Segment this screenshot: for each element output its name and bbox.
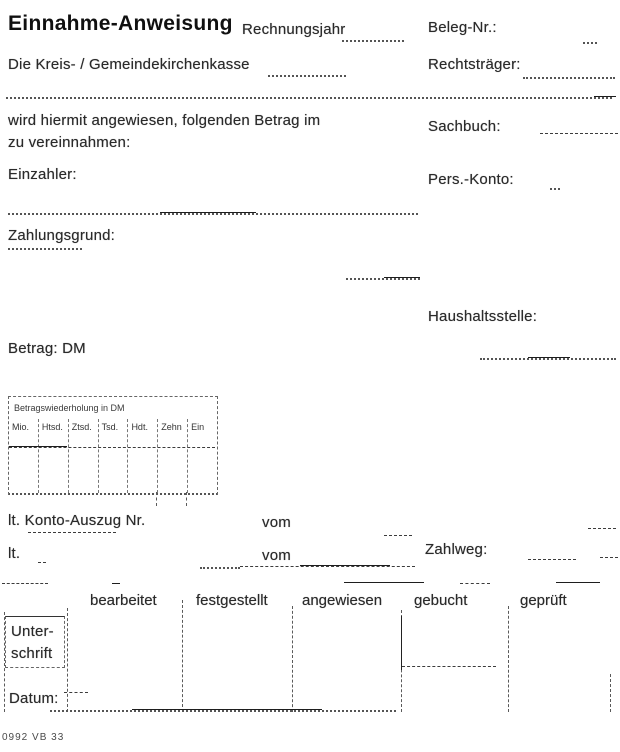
separator-line-1-dash [594, 96, 616, 97]
einzahler-label: Einzahler: [8, 166, 77, 183]
amount-header-underline-solid [9, 446, 67, 447]
separator-line-2-c [344, 582, 424, 583]
sig-row-divider-mark [64, 692, 88, 693]
rechnungsjahr-fill-line [342, 40, 404, 42]
datum-label: Datum: [9, 690, 59, 707]
sig-row-divider-gebucht [402, 666, 496, 667]
unterschrift-label-box [5, 616, 65, 668]
betrag-label: Betrag: DM [8, 340, 86, 357]
unterschrift-label-line2: schrift [11, 645, 53, 662]
sachbuch-fill-line [540, 133, 618, 134]
pers-konto-fill-line [550, 188, 560, 190]
vom2-fill-line-dots [200, 567, 240, 569]
einzahler-fill-line [8, 213, 418, 215]
anweisung-text-line1: wird hiermit angewiesen, folgenden Betrag im [8, 112, 321, 129]
amount-col-header-ztsd: Ztsd. [69, 419, 99, 493]
amount-col-header-ein: Ein [191, 422, 205, 432]
separator-line-2-b [112, 583, 120, 584]
vom-label-2: vom [262, 547, 291, 564]
zahlungsgrund-label: Zahlungsgrund: [8, 227, 116, 244]
beleg-nr-label: Beleg-Nr.: [428, 19, 497, 36]
rechtstraeger-label: Rechtsträger: [428, 56, 521, 73]
haushaltsstelle-fill-line-solid [528, 357, 570, 358]
lt-label: lt. [8, 545, 21, 562]
sig-col-header-geprueft: geprüft [520, 592, 567, 609]
sig-col-header-festgestellt: festgestellt [196, 592, 268, 609]
separator-line-2-d [460, 583, 490, 584]
form-number: 0992 VB 33 [2, 732, 65, 743]
rechtstraeger-fill-line [523, 77, 615, 79]
einzahler-fill-line-solid [160, 212, 256, 213]
sig-grid-line-4-solid [401, 616, 402, 670]
sachbuch-label: Sachbuch: [428, 118, 501, 135]
vom1-fill-line [384, 535, 412, 536]
separator-line-1 [6, 97, 612, 99]
kasse-label: Die Kreis- / Gemeindekirchenkasse [8, 56, 250, 73]
amount-header-underline [9, 447, 215, 448]
vom2-fill-line-solid [300, 565, 390, 566]
separator-line-2-a [2, 583, 48, 584]
zahlweg-label: Zahlweg: [425, 541, 488, 558]
sig-col-header-bearbeitet: bearbeitet [90, 592, 157, 609]
amount-col-header-zehn: Zehn [158, 419, 188, 493]
kasse-fill-line [268, 75, 346, 77]
konto-auszug-underline [28, 532, 116, 533]
unterschrift-label-line1: Unter- [11, 623, 54, 640]
amount-table-stub-line-1 [156, 492, 157, 506]
signature-table [4, 590, 616, 714]
sig-col-header-gebucht: gebucht [414, 592, 468, 609]
sig-bottom-line-solid [132, 709, 322, 710]
amount-col-header-mio: Mio. [9, 419, 39, 493]
rechnungsjahr-label: Rechnungsjahr [242, 21, 346, 38]
amount-col-header-htsd: Htsd. [39, 419, 69, 493]
betragswiederholung-caption: Betragswiederholung in DM [14, 403, 125, 413]
zahlungsgrund-fill-line [346, 278, 420, 280]
sig-grid-line-1 [67, 608, 68, 712]
sig-bottom-line [50, 710, 396, 712]
haushaltsstelle-label: Haushaltsstelle: [428, 308, 538, 325]
amount-col-header-tsd: Tsd. [99, 419, 129, 493]
zahlungsgrund-fill-line-solid [384, 277, 420, 278]
sig-grid-line-3 [292, 606, 293, 712]
zahlungsgrund-underline [8, 248, 82, 250]
vom-label-1: vom [262, 514, 291, 531]
pers-konto-label: Pers.-Konto: [428, 171, 514, 188]
vom2-fill-line [240, 566, 415, 567]
form-title: Einnahme-Anweisung [8, 12, 233, 35]
konto-auszug-label: lt. Konto-Auszug Nr. [8, 512, 146, 529]
lt-fill-mark [38, 562, 46, 563]
amount-table-stub-line-2 [186, 492, 187, 506]
anweisung-text-line2: zu vereinnahmen: [8, 134, 131, 151]
sig-grid-right-edge [610, 674, 611, 712]
betragswiederholung-table [8, 396, 218, 495]
beleg-nr-fill-line [583, 42, 597, 44]
sig-grid-line-2 [182, 600, 183, 712]
sig-grid-line-5 [508, 606, 509, 712]
zahlweg-fill-line-2 [600, 557, 618, 558]
belege-right-fill-line [588, 528, 616, 529]
betragswiederholung-columns [9, 419, 217, 493]
sig-col-header-angewiesen: angewiesen [302, 592, 383, 609]
separator-line-2-e [556, 582, 600, 583]
haushaltsstelle-fill-line [480, 358, 616, 360]
zahlweg-fill-line-1 [528, 559, 576, 560]
amount-col-header-hdt: Hdt. [128, 419, 158, 493]
